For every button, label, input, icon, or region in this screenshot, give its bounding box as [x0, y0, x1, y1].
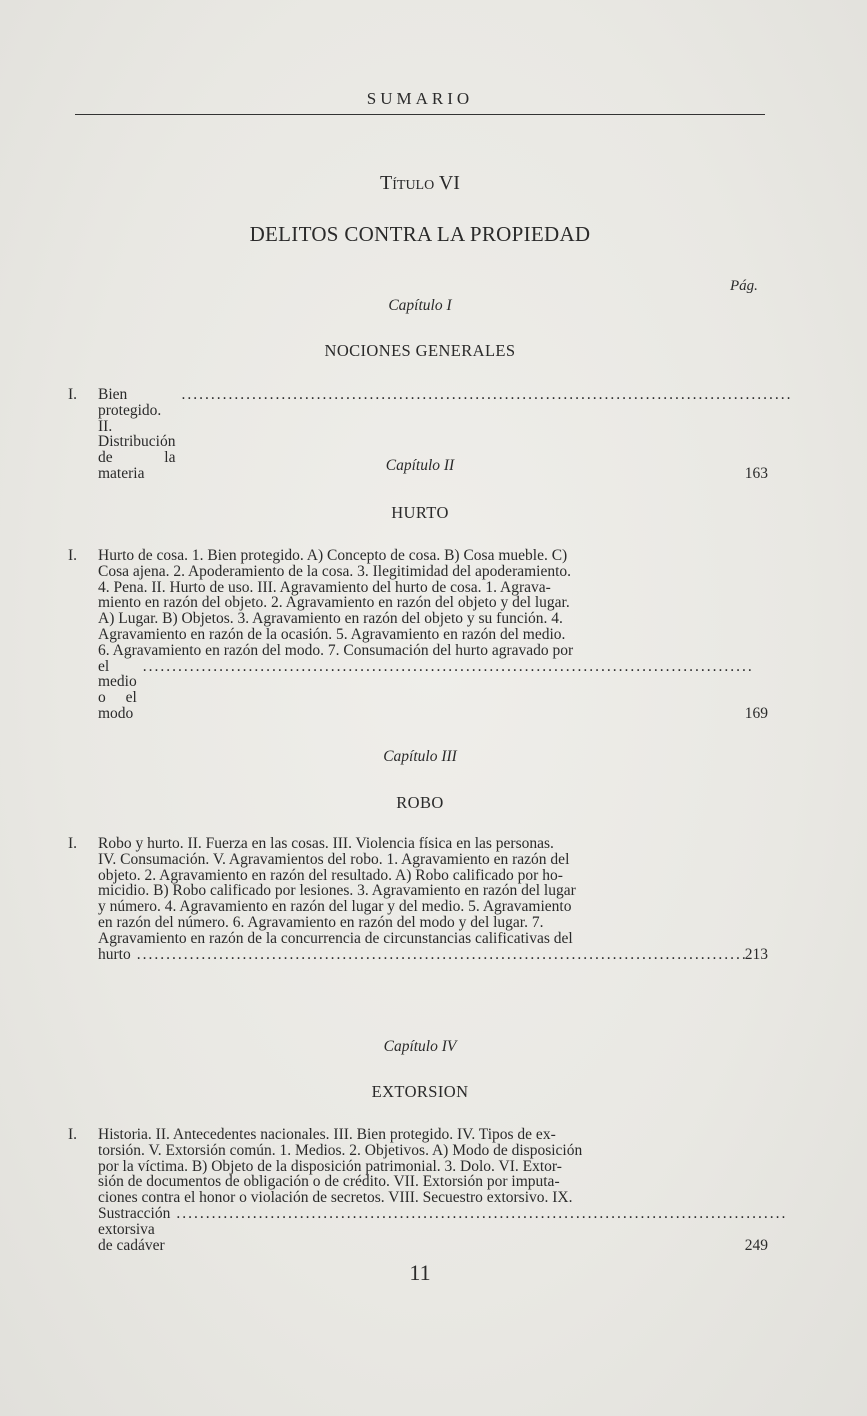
entry-last-line: el medio o el modo	[98, 657, 137, 722]
entry-page-number: 163	[744, 464, 768, 482]
entry-line: Robo y hurto. II. Fuerza en las cosas. III. Violencia física en las personas.	[98, 835, 554, 852]
entry-line: ciones contra el honor o violación de secretos. VIII. Secuestro extorsivo. IX.	[98, 1189, 573, 1207]
entry-line: objeto. 2. Agravamiento en razón del resultado. A) Robo calificado por ho-	[98, 866, 563, 884]
entry-last-line: hurto	[98, 945, 131, 963]
entry-line: en razón del número. 6. Agravamiento en razón del modo y del lugar. 7.	[98, 913, 544, 931]
titulo-label: Título	[380, 172, 435, 194]
titulo-heading	[75, 172, 765, 195]
part-title: DELITOS CONTRA LA PROPIEDAD	[249, 222, 591, 246]
entry-line: 6. Agravamiento en razón del modo. 7. Consumación del hurto agravado por	[98, 641, 574, 659]
dot-leader: ........................................................................................................	[136, 945, 748, 963]
entry-line: sión de documentos de obligación o de crédito. VII. Extorsión por imputa-	[98, 1173, 560, 1191]
chapter-4-heading: EXTORSION	[371, 1082, 469, 1101]
entry-page-number: 249	[744, 1236, 768, 1254]
toc-entry-ch3[interactable]	[68, 836, 768, 962]
entry-line: A) Lugar. B) Objetos. 3. Agravamiento en razón del objeto y su función. 4.	[98, 610, 563, 628]
toc-entry-ch4[interactable]	[68, 1126, 788, 1254]
dot-leader: ........................................................................................................	[176, 1204, 788, 1222]
chapter-2-label: Capítulo II	[385, 457, 455, 474]
page-folio: 11	[409, 1260, 431, 1285]
entry-line: Historia. II. Antecedentes nacionales. III. Bien protegido. IV. Tipos de ex-	[98, 1126, 556, 1143]
header-rule	[75, 114, 765, 115]
chapter-2-heading: HURTO	[391, 503, 449, 522]
dot-leader: ........................................................................................................	[142, 657, 754, 675]
chapter-3-heading: ROBO	[396, 793, 444, 812]
entry-line: Hurto de cosa. 1. Bien protegido. A) Concepto de cosa. B) Cosa mueble. C)	[98, 547, 568, 564]
toc-entry-ch2[interactable]	[68, 548, 768, 722]
entry-page-number: 169	[744, 704, 768, 722]
entry-number: I.	[68, 1126, 78, 1143]
entry-number: I.	[68, 835, 78, 852]
chapter-1-heading: NOCIONES GENERALES	[324, 341, 516, 360]
entry-number: I.	[68, 547, 78, 564]
dot-leader: ........................................................................................................	[181, 386, 793, 403]
entry-last-line: Sustracción extorsiva de cadáver	[98, 1204, 171, 1254]
entry-last-line: Bien protegido. II. Distribución de la materia	[98, 386, 176, 482]
entry-line: Cosa ajena. 2. Apoderamiento de la cosa. 3. Ilegitimidad del apoderamiento.	[98, 562, 572, 580]
entry-line: 4. Pena. II. Hurto de uso. III. Agravamiento del hurto de cosa. 1. Agrava-	[98, 578, 551, 596]
entry-line: por la víctima. B) Objeto de la disposición patrimonial. 3. Dolo. VI. Extor-	[98, 1157, 562, 1175]
entry-number: I.	[68, 386, 78, 403]
running-header: SUMARIO	[366, 89, 474, 108]
entry-line: Agravamiento en razón de la concurrencia de circunstancias calificativas del	[98, 929, 573, 947]
entry-line: miento en razón del objeto. 2. Agravamiento en razón del objeto y del lugar.	[98, 594, 570, 612]
entry-page-number: 213	[744, 945, 768, 963]
entry-line: torsión. V. Extorsión común. 1. Medios. 2. Objetivos. A) Modo de disposición	[98, 1141, 583, 1159]
entry-line: y número. 4. Agravamiento en razón del lugar y del medio. 5. Agravamiento	[98, 898, 572, 916]
entry-line: micidio. B) Robo calificado por lesiones. 3. Agravamiento en razón del lugar	[98, 882, 576, 900]
entry-line: IV. Consumación. V. Agravamientos del robo. 1. Agravamiento en razón del	[98, 850, 570, 868]
chapter-4-label: Capítulo IV	[383, 1038, 457, 1055]
page-column-label: Pág.	[730, 278, 758, 294]
chapter-3-label: Capítulo III	[383, 748, 457, 765]
titulo-number: VI	[438, 172, 460, 194]
chapter-1-label: Capítulo I	[388, 297, 452, 314]
entry-line: Agravamiento en razón de la ocasión. 5. Agravamiento en razón del medio.	[98, 625, 566, 643]
